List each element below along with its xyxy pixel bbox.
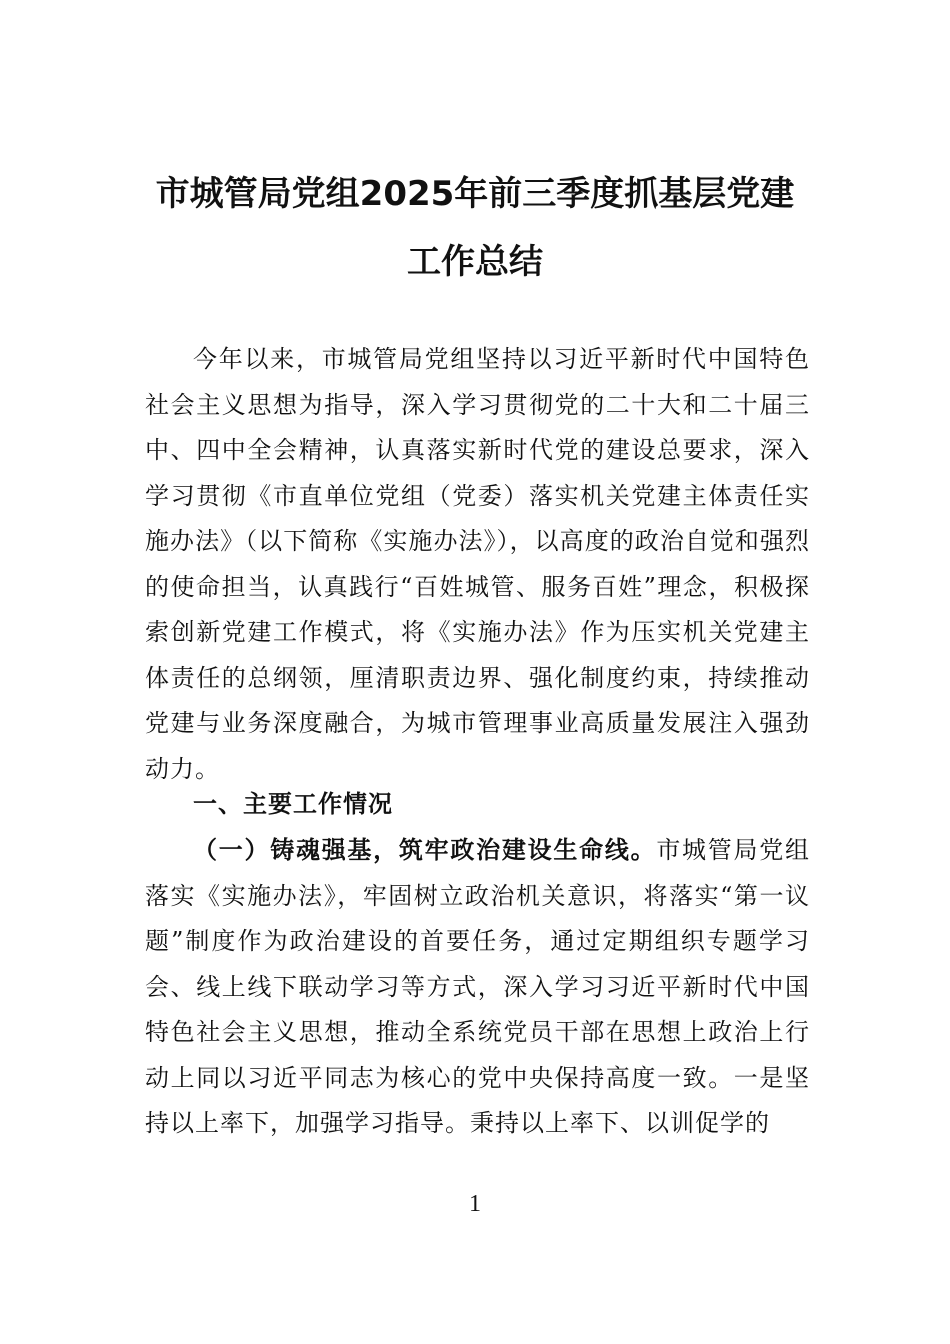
document-title-line-2: 工作总结	[407, 242, 543, 282]
subsection-text: 市城管局党组落实《实施办法》，牢固树立政治机关意识，将落实“第一议题”制度作为政治建设的首要任务，通过定期组织专题学习会、线上线下联动学习等方式，深入学习习近平新时代中国特色社会主义思想，推动全系统党员干部在思想上政治上行动上同以习近平同志为核心的党中央保持高度一致。一是坚持以上率下，加强学习指导。秉持以上率下、以训促学的	[145, 836, 811, 1137]
subsection-heading: （一）铸魂强基，筑牢政治建设生命线。	[193, 835, 657, 864]
intro-paragraph: 今年以来，市城管局党组坚持以习近平新时代中国特色社会主义思想为指导，深入学习贯彻党的二十大和二十届三中、四中全会精神，认真落实新时代党的建设总要求，深入学习贯彻《市直单位党组（党委）落实机关党建主体责任实施办法》（以下简称《实施办法》），以高度的政治自觉和强烈的使命担当，认真践行“百姓城管、服务百姓”理念，积极探索创新党建工作模式，将《实施办法》作为压实机关党建主体责任的总纲领，厘清职责边界、强化制度约束，持续推动党建与业务深度融合，为城市管理事业高质量发展注入强劲动力。	[145, 345, 810, 783]
document-title-line-1: 市城管局党组2025年前三季度抓基层党建	[155, 174, 795, 214]
page-number: 1	[469, 1191, 481, 1217]
section-heading: 一、主要工作情况	[193, 790, 393, 818]
subsection-paragraph	[145, 827, 810, 1147]
